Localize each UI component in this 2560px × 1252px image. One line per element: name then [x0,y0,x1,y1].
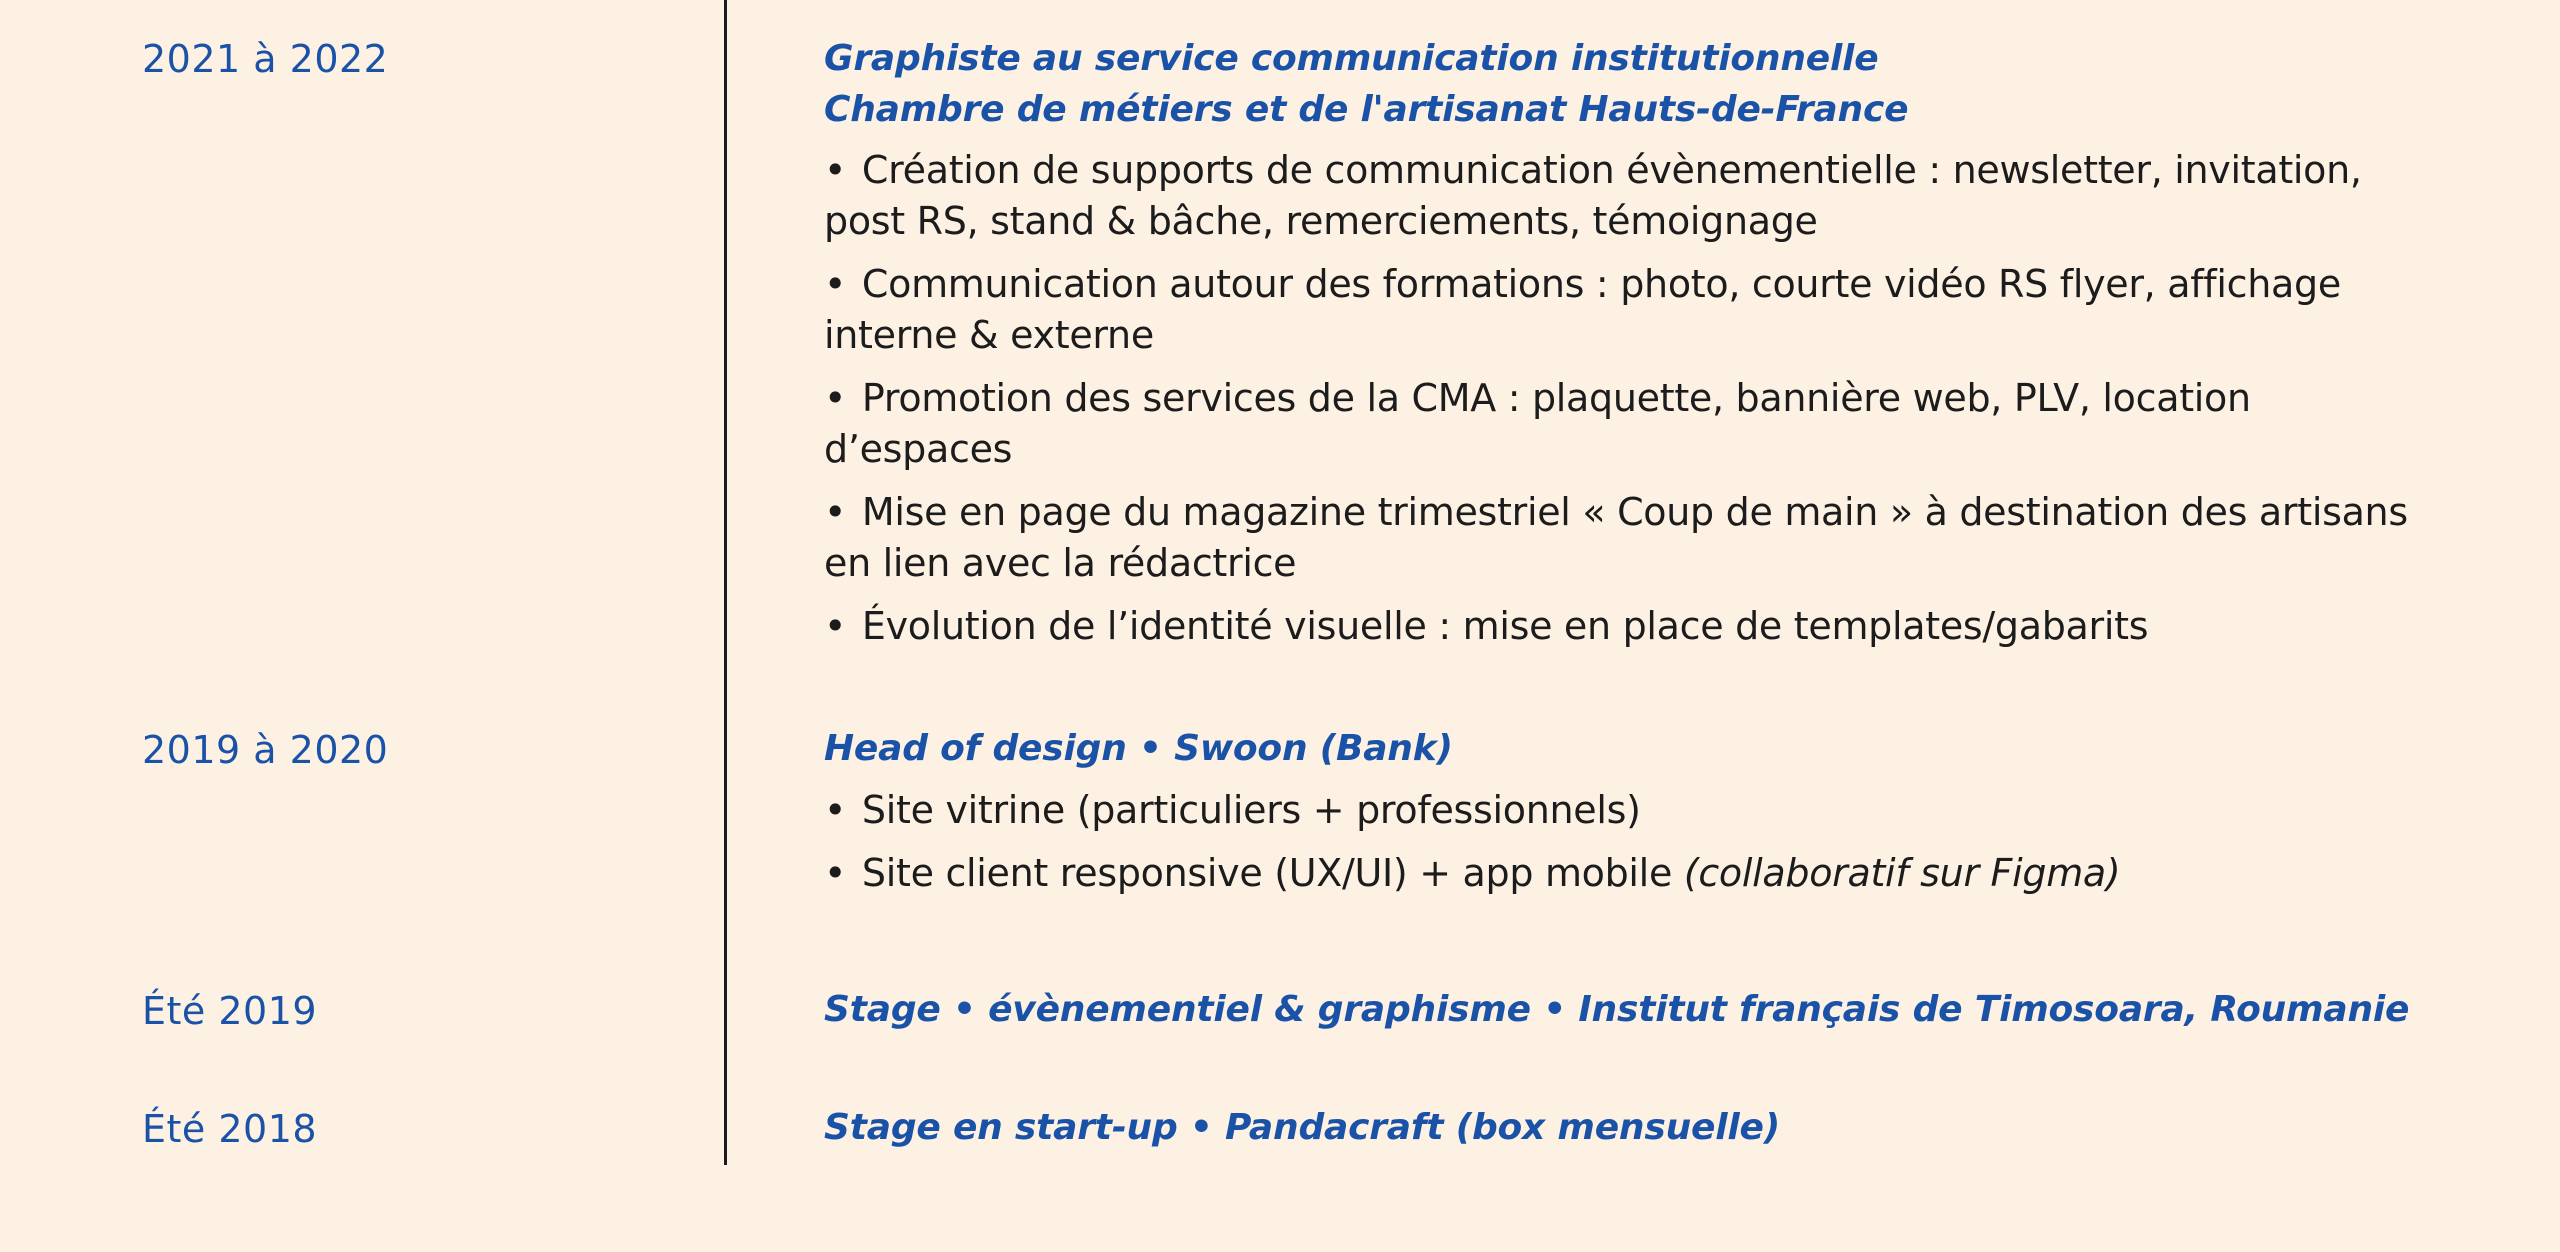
entry-date: Été 2018 [142,1107,318,1151]
bullet-icon: • [824,148,847,192]
bullet-note: (collaboratif sur Figma) [1683,851,2121,895]
entry-date: 2021 à 2022 [142,37,389,81]
bullet-icon: • [824,851,847,895]
entry-title-line: Head of design • Swoon (Bank) [824,728,1453,769]
entry-title [824,723,1453,774]
list-item: • Communication autour des formations : photo, courte vidéo RS flyer, affichage interne & externe [824,262,2341,357]
entry-title [824,1102,1780,1153]
entry-title-line: Stage • évènementiel & graphisme • Institut français de Timosoara, Roumanie [824,989,2410,1030]
entry-bullet-list [824,145,2444,664]
entry-date: Été 2019 [142,989,318,1033]
bullet-icon: • [824,604,847,648]
list-item: • Promotion des services de la CMA : plaquette, bannière web, PLV, location d’espaces [824,376,2251,471]
bullet-icon: • [824,262,847,306]
entry-bullet-list [824,785,2444,911]
entry-title-line: Stage en start-up • Pandacraft (box mensuelle) [824,1107,1780,1148]
bullet-icon: • [824,376,847,420]
list-item: • Site client responsive (UX/UI) + app mobile (collaboratif sur Figma) [824,851,2121,895]
bullet-icon: • [824,490,847,534]
entry-title-line: Graphiste au service communication institutionnelle [824,38,1879,79]
entry-title [824,984,2409,1035]
entry-title-line: Chambre de métiers et de l'artisanat Hauts-de-France [824,89,1909,130]
entry-title [824,33,1908,135]
entry-date: 2019 à 2020 [142,728,389,772]
bullet-icon: • [824,788,847,832]
list-item: • Mise en page du magazine trimestriel « Coup de main » à destination des artisans en lien avec la rédactrice [824,490,2408,585]
timeline-divider [724,0,727,1165]
list-item: • Évolution de l’identité visuelle : mise en place de templates/gabarits [824,604,2149,648]
list-item: • Création de supports de communication évènementielle : newsletter, invitation, post RS, stand & bâche, remerciements, témoignage [824,148,2362,243]
list-item: • Site vitrine (particuliers + professionnels) [824,788,1641,832]
